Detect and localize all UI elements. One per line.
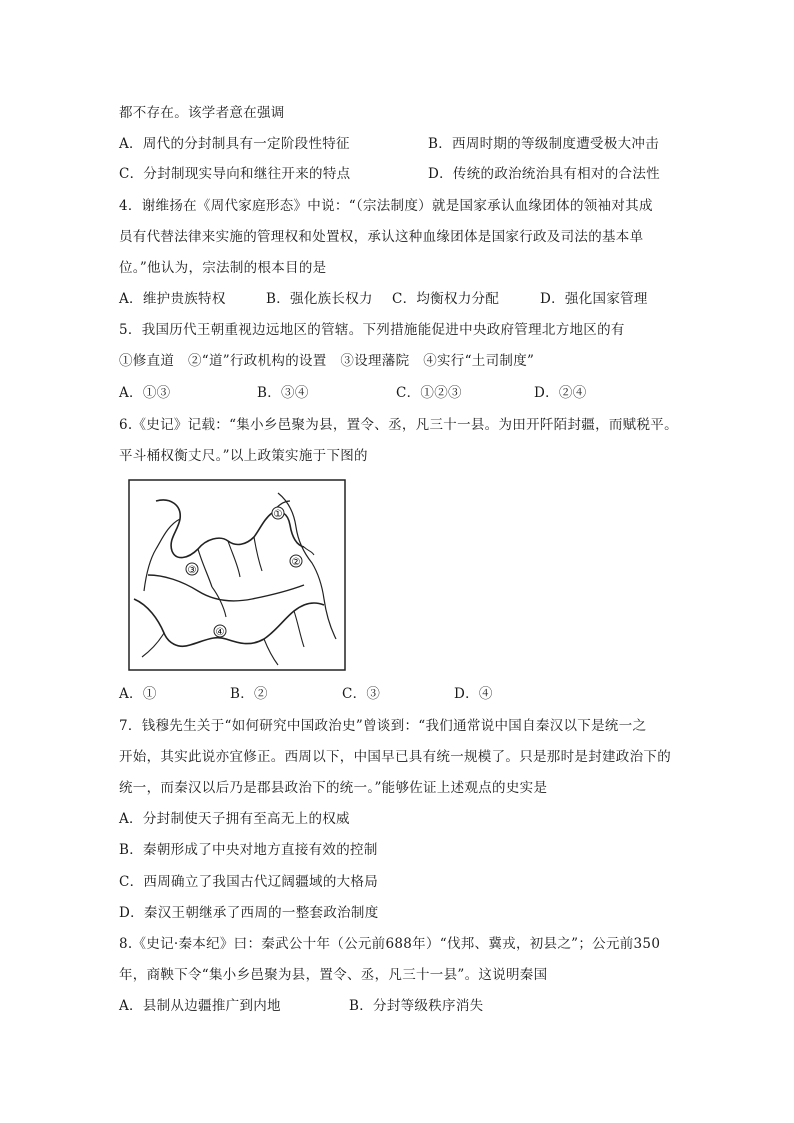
q6-stem-line-1: 6.《史记》记载：“集小乡邑聚为县，置令、丞，凡三十一县。为田开阡陌封疆，而赋税平。 bbox=[119, 417, 678, 433]
q4-option-c[interactable]: C．均衡权力分配 bbox=[392, 291, 500, 307]
svg-text:③: ③ bbox=[187, 565, 197, 576]
q7-option-b[interactable]: B．秦朝形成了中央对地方直接有效的控制 bbox=[119, 842, 378, 858]
q3-option-b[interactable]: B．西周时期的等级制度遭受极大冲击 bbox=[428, 136, 660, 152]
map-marker-3 bbox=[186, 563, 198, 576]
q4-option-a[interactable]: A．维护贵族特权 bbox=[119, 291, 226, 307]
q4-stem-line-1: 4．谢维扬在《周代家庭形态》中说：“（宗法制度）就是国家承认血缘团体的领袖对其成 bbox=[119, 198, 653, 214]
q7-option-d[interactable]: D．秦汉王朝继承了西周的一整套政治制度 bbox=[119, 905, 379, 921]
q7-option-c[interactable]: C．西周确立了我国古代辽阔疆域的大格局 bbox=[119, 874, 379, 890]
q7-stem-line-3: 统一，而秦汉以后乃是郡县政治下的统一。”能够佐证上述观点的史实是 bbox=[119, 780, 548, 796]
svg-text:②: ② bbox=[291, 557, 301, 568]
map-marker-4 bbox=[214, 625, 226, 638]
q5-option-b[interactable]: B．③④ bbox=[257, 385, 309, 401]
q5-option-c[interactable]: C．①②③ bbox=[396, 385, 462, 401]
q3-option-c[interactable]: C．分封制现实导向和继往开来的特点 bbox=[119, 166, 351, 182]
q7-stem-line-1: 7．钱穆先生关于“如何研究中国政治史”曾谈到：“我们通常说中国自秦汉以下是统一之 bbox=[119, 718, 647, 734]
q7-option-a[interactable]: A．分封制使天子拥有至高无上的权威 bbox=[119, 811, 350, 827]
map-marker-1 bbox=[272, 507, 284, 520]
q7-stem-line-2: 开始，其实此说亦宜修正。西周以下，中国早已具有统一规模了。只是那时是封建政治下的 bbox=[119, 749, 671, 765]
q5-stem: 5．我国历代王朝重视边远地区的管辖。下列措施能促进中央政府管理北方地区的有 bbox=[119, 322, 625, 338]
q6-option-c[interactable]: C．③ bbox=[342, 686, 381, 702]
q6-option-a[interactable]: A．① bbox=[119, 686, 157, 702]
river-map-figure bbox=[128, 479, 346, 671]
q8-option-b[interactable]: B．分封等级秩序消失 bbox=[349, 998, 484, 1014]
q3-option-a[interactable]: A．周代的分封制具有一定阶段性特征 bbox=[119, 136, 350, 152]
q8-stem-line-2: 年，商鞅下令“集小乡邑聚为县，置令、丞，凡三十一县”。这说明秦国 bbox=[119, 967, 548, 983]
q4-stem-line-3: 位。”他认为，宗法制的根本目的是 bbox=[119, 260, 327, 276]
q5-option-a[interactable]: A．①③ bbox=[119, 385, 171, 401]
q5-option-d[interactable]: D．②④ bbox=[534, 385, 587, 401]
q4-option-b[interactable]: B．强化族长权力 bbox=[266, 291, 373, 307]
q6-option-b[interactable]: B．② bbox=[230, 686, 268, 702]
q4-stem-line-2: 员有代替法律来实施的管理权和处置权，承认这种血缘团体是国家行政及司法的基本单 bbox=[119, 229, 644, 245]
svg-text:①: ① bbox=[273, 509, 283, 520]
q4-option-d[interactable]: D．强化国家管理 bbox=[540, 291, 648, 307]
map-marker-2 bbox=[290, 555, 302, 568]
q3-stem-tail: 都不存在。该学者意在强调 bbox=[119, 105, 285, 121]
q6-stem-line-2: 平斗桶权衡丈尺。”以上政策实施于下图的 bbox=[119, 448, 368, 464]
q8-option-a[interactable]: A．县制从边疆推广到内地 bbox=[119, 998, 281, 1014]
q8-stem-line-1: 8.《史记·秦本纪》曰：秦武公十年（公元前688年）“伐邦、冀戎，初县之”；公元前350 bbox=[119, 936, 661, 952]
q3-option-d[interactable]: D．传统的政治统治具有相对的合法性 bbox=[428, 166, 660, 182]
q6-option-d[interactable]: D．④ bbox=[454, 686, 493, 702]
q5-items: ①修直道 ②“道”行政机构的设置 ③设理藩院 ④实行“土司制度” bbox=[119, 353, 535, 369]
svg-text:④: ④ bbox=[215, 627, 225, 638]
